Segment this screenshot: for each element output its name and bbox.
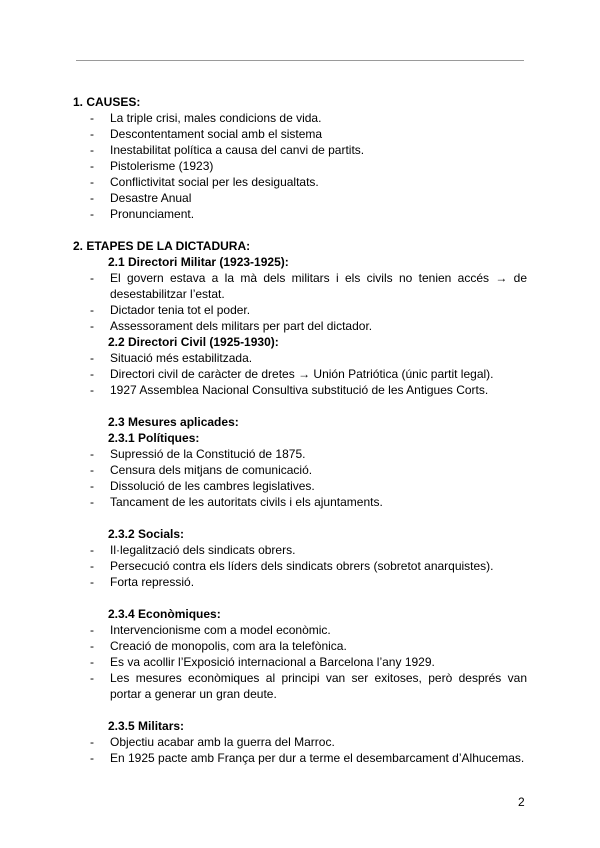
list-item: Directori civil de caràcter de dretes → Unión Patriótica (únic partit legal). — [110, 367, 494, 381]
subsection-heading: 2.2 Directori Civil (1925-1930): — [108, 335, 279, 349]
bullet-dash: - — [90, 463, 94, 477]
bullet-dash: - — [90, 495, 94, 509]
list-item: Creació de monopolis, com ara la telefònica. — [110, 639, 347, 653]
bullet-dash: - — [90, 623, 94, 637]
list-item: Il·legalització dels sindicats obrers. — [110, 543, 296, 557]
bullet-dash: - — [90, 175, 94, 189]
header-rule — [76, 60, 524, 61]
list-item: Forta repressió. — [110, 575, 195, 589]
bullet-dash: - — [90, 559, 94, 573]
list-item: Desastre Anual — [110, 191, 192, 205]
list-item: En 1925 pacte amb França per dur a terme el desembarcament d’Alhucemas. — [110, 751, 525, 765]
subsection-heading: 2.3.1 Polítiques: — [108, 431, 200, 445]
bullet-dash: - — [90, 271, 94, 285]
bullet-dash: - — [90, 447, 94, 461]
section-2-heading: 2. ETAPES DE LA DICTADURA: — [73, 239, 251, 253]
list-item: Descontentament social amb el sistema — [110, 127, 323, 141]
list-item: Situació més estabilitzada. — [110, 351, 253, 365]
bullet-dash: - — [90, 367, 94, 381]
list-item: Les mesures econòmiques al principi van ser exitoses, però després van — [110, 671, 527, 685]
list-item: La triple crisi, males condicions de vida. — [110, 111, 322, 125]
bullet-dash: - — [90, 383, 94, 397]
bullet-dash: - — [90, 191, 94, 205]
list-item-continuation: desestabilitzar l’estat. — [110, 287, 225, 301]
subsection-heading: 2.3.2 Socials: — [108, 527, 185, 541]
page-number: 2 — [518, 795, 525, 809]
list-item-continuation: portar a generar un gran deute. — [110, 687, 277, 701]
list-item: Persecució contra els líders dels sindicats obrers (sobretot anarquistes). — [110, 559, 494, 573]
subsection-heading: 2.3 Mesures aplicades: — [108, 415, 239, 429]
bullet-dash: - — [90, 655, 94, 669]
bullet-dash: - — [90, 639, 94, 653]
bullet-dash: - — [90, 351, 94, 365]
section-1-heading: 1. CAUSES: — [73, 95, 141, 109]
list-item: Pronunciament. — [110, 207, 195, 221]
bullet-dash: - — [90, 479, 94, 493]
bullet-dash: - — [90, 143, 94, 157]
list-item: Inestabilitat política a causa del canvi de partits. — [110, 143, 365, 157]
list-item: Tancament de les autoritats civils i els ajuntaments. — [110, 495, 383, 509]
bullet-dash: - — [90, 159, 94, 173]
subsection-heading: 2.3.5 Militars: — [108, 719, 185, 733]
bullet-dash: - — [90, 735, 94, 749]
list-item: Assessorament dels militars per part del dictador. — [110, 319, 373, 333]
list-item: Intervencionisme com a model econòmic. — [110, 623, 331, 637]
bullet-dash: - — [90, 319, 94, 333]
bullet-dash: - — [90, 543, 94, 557]
list-item: Objectiu acabar amb la guerra del Marroc. — [110, 735, 335, 749]
list-item: Pistolerisme (1923) — [110, 159, 214, 173]
bullet-dash: - — [90, 671, 94, 685]
list-item: Supressió de la Constitució de 1875. — [110, 447, 306, 461]
list-item: El govern estava a la mà dels militars i els civils no tenien accés → de — [110, 271, 527, 285]
list-item: Dictador tenia tot el poder. — [110, 303, 251, 317]
list-item: Es va acollir l’Exposició internacional a Barcelona l’any 1929. — [110, 655, 435, 669]
list-item: Censura dels mitjans de comunicació. — [110, 463, 313, 477]
list-item: Dissolució de les cambres legislatives. — [110, 479, 315, 493]
subsection-heading: 2.1 Directori Militar (1923-1925): — [108, 255, 289, 269]
bullet-dash: - — [90, 111, 94, 125]
bullet-dash: - — [90, 751, 94, 765]
bullet-dash: - — [90, 127, 94, 141]
list-item: Conflictivitat social per les desigualtats. — [110, 175, 319, 189]
bullet-dash: - — [90, 575, 94, 589]
bullet-dash: - — [90, 303, 94, 317]
list-item: 1927 Assemblea Nacional Consultiva substitució de les Antigues Corts. — [110, 383, 489, 397]
subsection-heading: 2.3.4 Econòmiques: — [108, 607, 221, 621]
bullet-dash: - — [90, 207, 94, 221]
